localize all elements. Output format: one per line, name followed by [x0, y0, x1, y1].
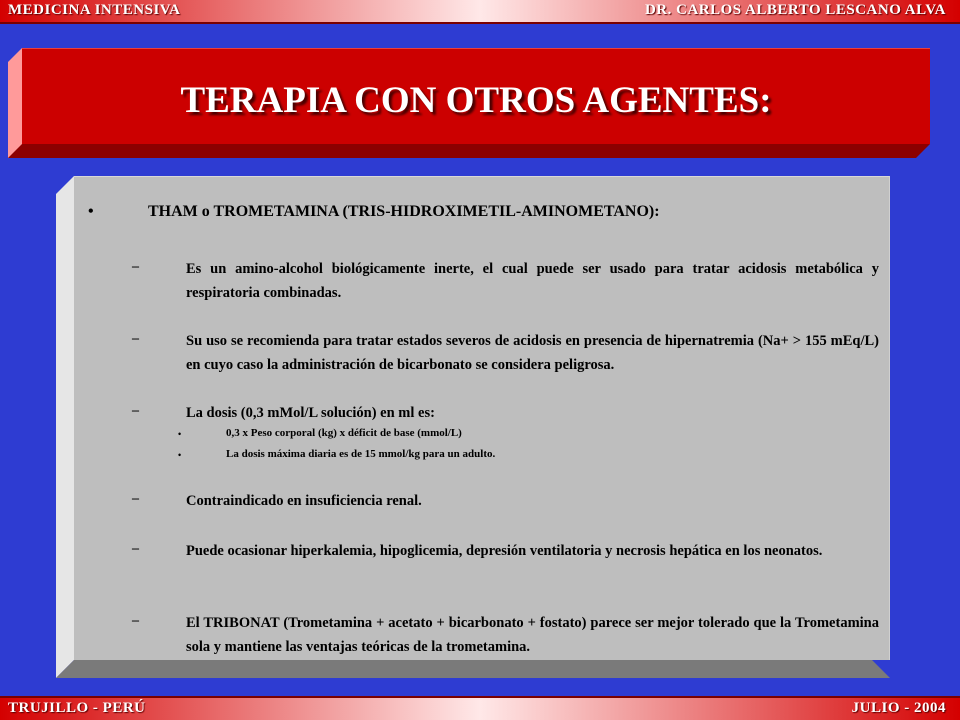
item-text-6: El TRIBONAT (Trometamina + acetato + bicarbonato + fostato) parece ser mejor tolerado que la Trometamina sola y mantiene las ventajas teóricas de la trometamina. — [186, 615, 879, 655]
content-panel-bevel-bottom — [56, 660, 890, 678]
sub-item-text-1: 0,3 x Peso corporal (kg) x déficit de base (mmol/L) — [226, 427, 462, 439]
slide-title: TERAPIA CON OTROS AGENTES: — [180, 80, 772, 121]
header-right-text: DR. CARLOS ALBERTO LESCANO ALVA — [644, 2, 946, 18]
title-panel-bevel-left — [8, 48, 22, 158]
title-panel — [8, 48, 930, 158]
sub-bullet-marker-1: • — [178, 429, 182, 439]
main-bullet-marker: • — [88, 203, 94, 220]
dash-marker-1: – — [132, 259, 139, 274]
item-text-1: Es un amino-alcohol biológicamente inerte, el cual puede ser usado para tratar acidosis metabólica y respiratoria combinadas. — [186, 261, 879, 301]
dash-marker-3: – — [132, 403, 139, 418]
content-panel-face — [74, 176, 890, 660]
item-text-4: Contraindicado en insuficiencia renal. — [186, 493, 422, 509]
footer-band — [0, 696, 960, 720]
main-bullet-text: THAM o TROMETAMINA (TRIS-HIDROXIMETIL-AMINOMETANO): — [148, 203, 660, 220]
header-band — [0, 0, 960, 24]
item-text-3: La dosis (0,3 mMol/L solución) en ml es: — [186, 405, 435, 421]
content-panel-bevel-left — [56, 176, 74, 678]
item-text-5: Puede ocasionar hiperkalemia, hipoglicemia, depresión ventilatoria y necrosis hepática en los neonatos. — [186, 543, 823, 559]
title-panel-bevel-bottom — [8, 144, 930, 158]
content-panel — [56, 176, 890, 678]
dash-marker-2: – — [132, 331, 139, 346]
dash-marker-6: – — [132, 613, 139, 628]
sub-item-text-2: La dosis máxima diaria es de 15 mmol/kg para un adulto. — [226, 448, 496, 460]
header-left-text: MEDICINA INTENSIVA — [8, 2, 181, 18]
dash-marker-4: – — [132, 491, 139, 506]
title-panel-face — [22, 48, 930, 144]
sub-bullet-marker-2: • — [178, 450, 182, 460]
item-text-2: Su uso se recomienda para tratar estados severos de acidosis en presencia de hipernatremia (Na+ > 155 mEq/L) en cuyo caso la administración de bicarbonato se considera peligrosa. — [186, 333, 879, 373]
dash-marker-5: – — [132, 541, 139, 556]
footer-left-text: TRUJILLO - PERÚ — [8, 700, 146, 716]
footer-right-text: JULIO - 2004 — [851, 700, 946, 716]
